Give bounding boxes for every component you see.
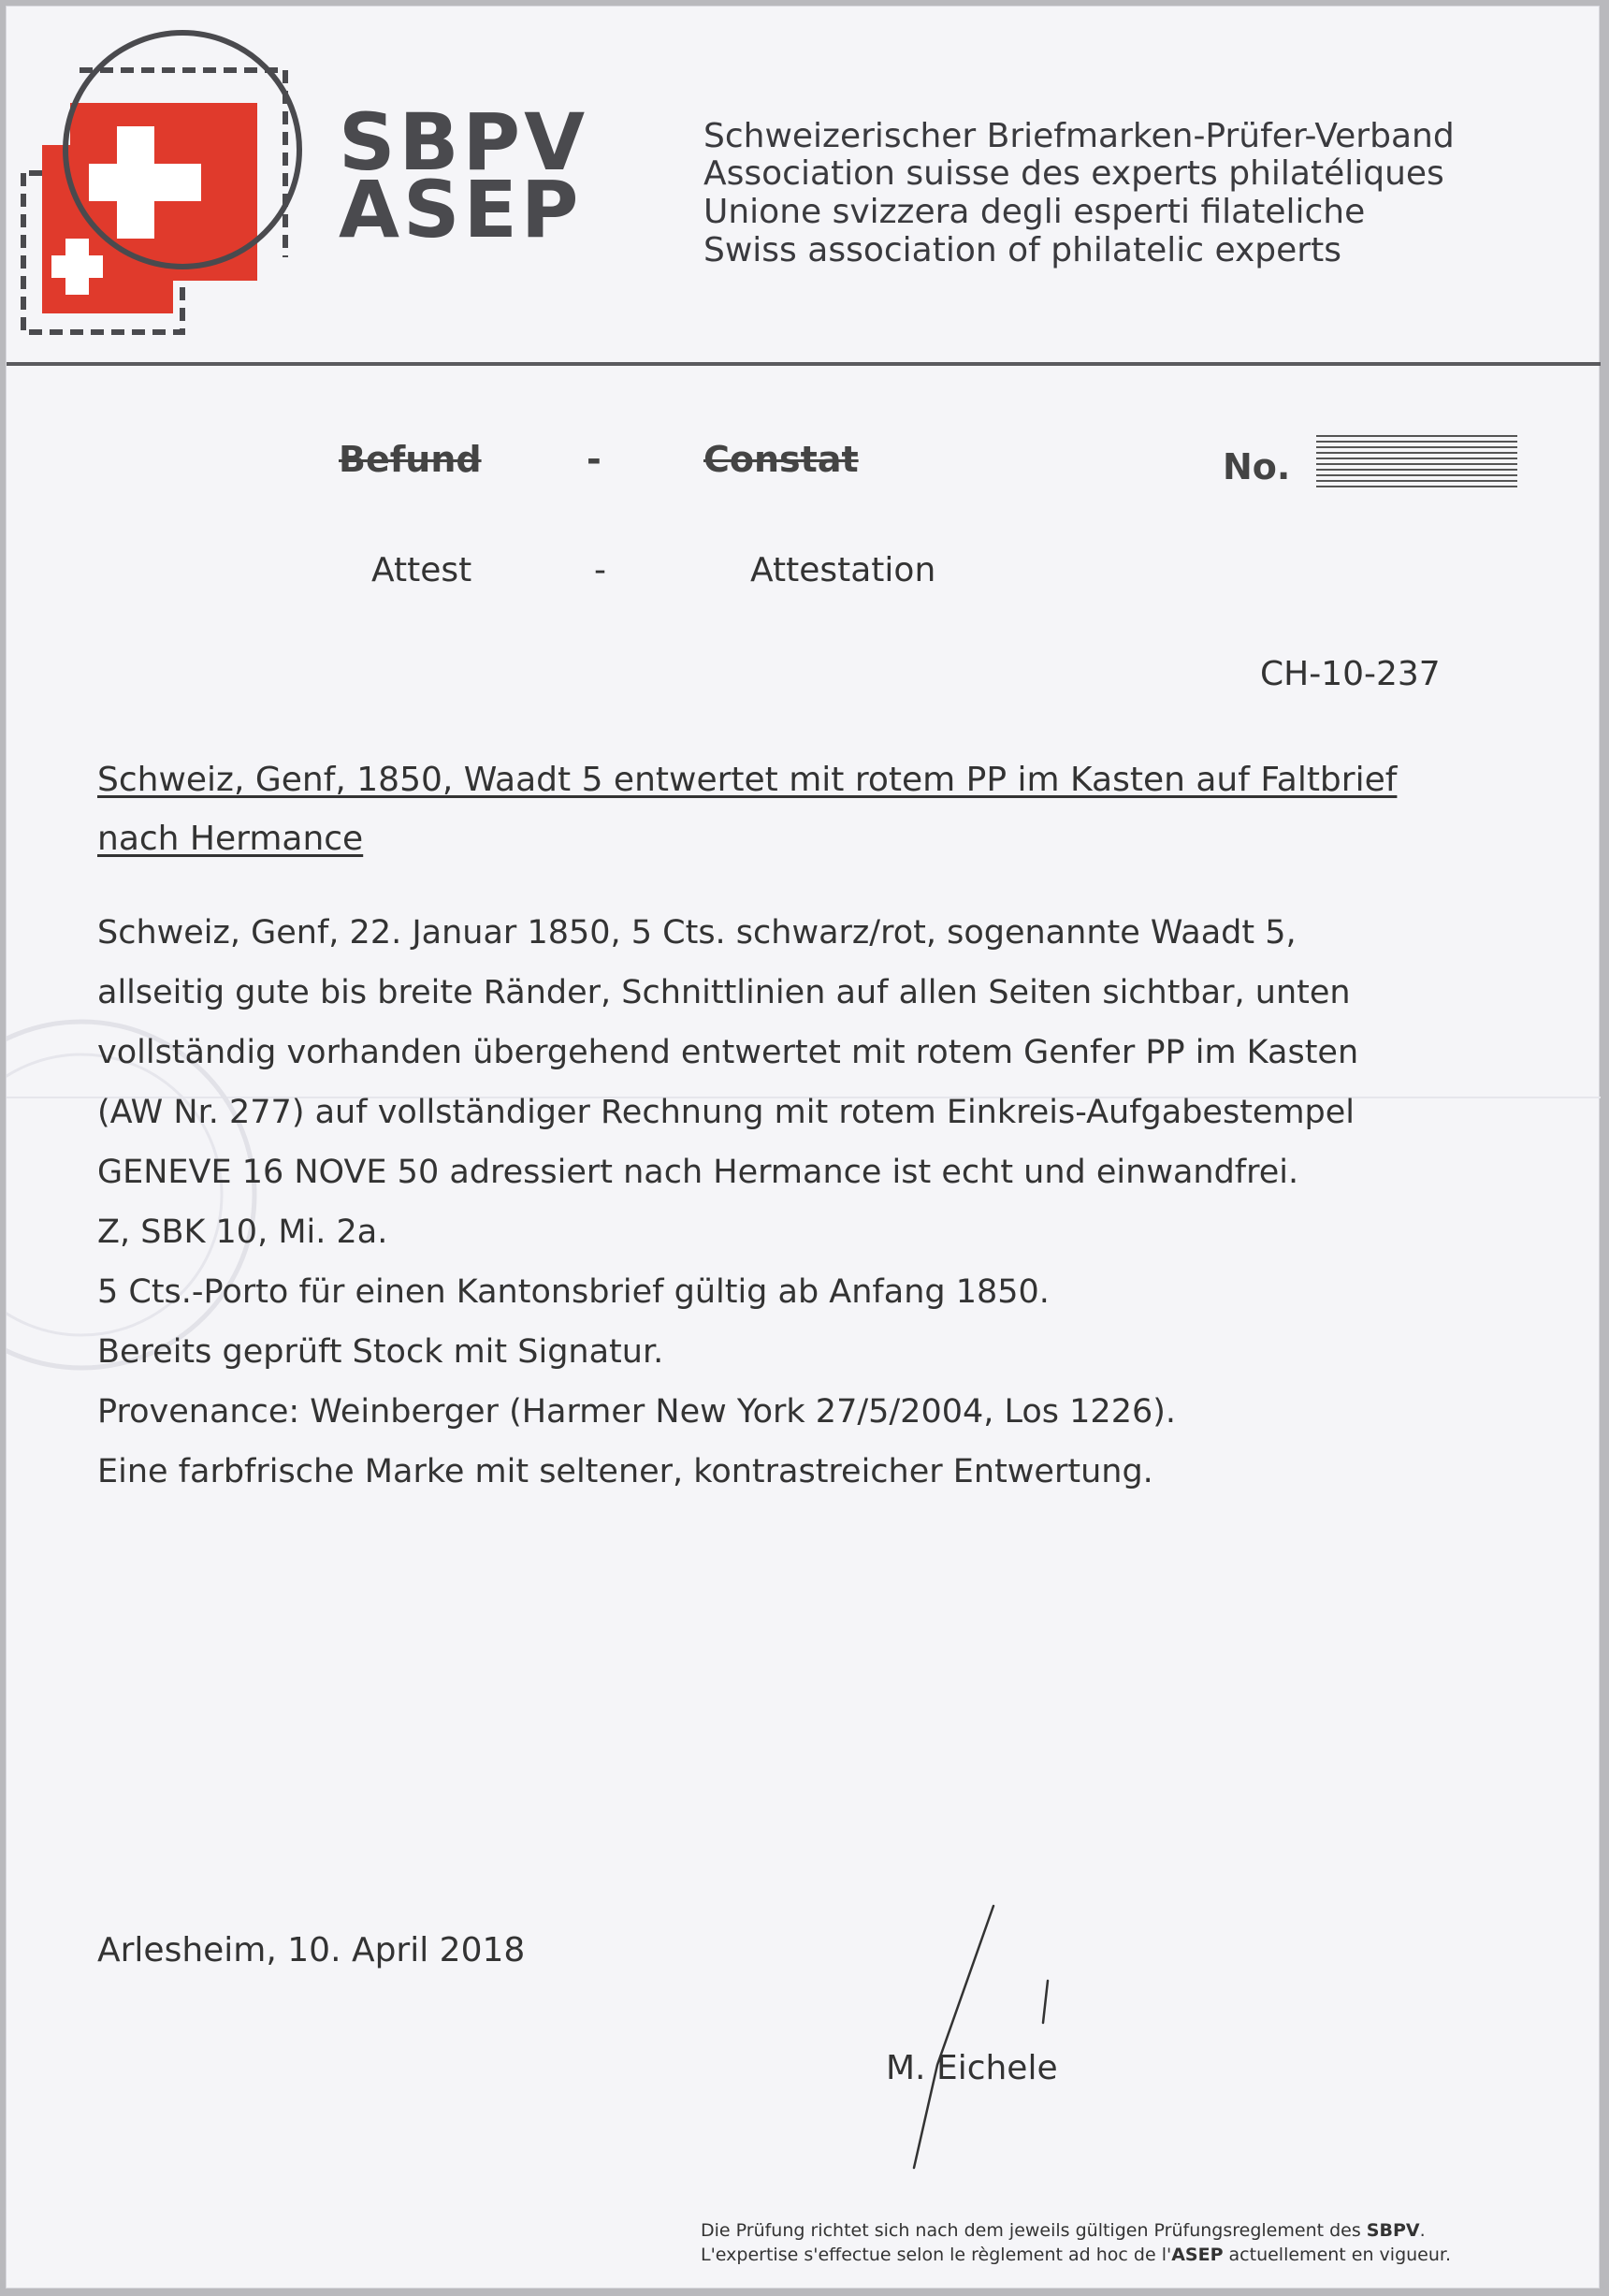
body-line: allseitig gute bis breite Ränder, Schnittlinien auf allen Seiten sichtbar, unten (97, 974, 1351, 1011)
certificate-sheet (6, 6, 1600, 2289)
body-line: Z, SBK 10, Mi. 2a. (97, 1213, 388, 1251)
number-label: No. (1223, 446, 1291, 487)
footer-line-de: Die Prüfung richtet sich nach dem jeweils gültigen Prüfungsreglement des SBPV. (701, 2220, 1426, 2241)
body-line: 5 Cts.-Porto für einen Kantonsbrief gültig ab Anfang 1850. (97, 1273, 1050, 1311)
title-dash: - (587, 439, 602, 480)
redacted-number-lines (1316, 435, 1517, 487)
title-dash-2: - (594, 551, 606, 589)
body-line: Eine farbfrische Marke mit seltener, kontrastreicher Entwertung. (97, 1453, 1153, 1490)
title-befund: Befund (339, 439, 482, 480)
subject-heading (97, 750, 1463, 868)
subject-line: Schweiz, Genf, 1850, Waadt 5 entwertet mit rotem PP im Kasten auf Faltbrief (97, 761, 1398, 799)
subject-line: nach Hermance (97, 820, 364, 858)
certificate-number: CH-10-237 (1260, 655, 1441, 693)
header-divider (7, 362, 1601, 366)
body-line: vollständig vorhanden übergehend entwertet mit rotem Genfer PP im Kasten (97, 1034, 1359, 1071)
title-attest: Attest (371, 551, 472, 589)
association-name-it: Unione svizzera degli esperti filateliche (703, 193, 1366, 231)
title-attestation: Attestation (750, 551, 936, 589)
body-line: Provenance: Weinberger (Harmer New York 27/5/2004, Los 1226). (97, 1393, 1177, 1431)
body-line: GENEVE 16 NOVE 50 adressiert nach Hermance ist echt und einwandfrei. (97, 1154, 1299, 1191)
signer-name: M. Eichele (886, 2049, 1058, 2087)
place-date: Arlesheim, 10. April 2018 (97, 1931, 526, 1969)
title-constat: Constat (703, 439, 859, 480)
brand-asep: ASEP (339, 164, 583, 255)
brand-sbpv: SBPV (339, 96, 589, 188)
association-name-de: Schweizerischer Briefmarken-Prüfer-Verband (703, 117, 1455, 155)
body-line: Bereits geprüft Stock mit Signatur. (97, 1333, 664, 1371)
association-name-fr: Association suisse des experts philatéliques (703, 154, 1444, 193)
body-line: Schweiz, Genf, 22. Januar 1850, 5 Cts. schwarz/rot, sogenannte Waadt 5, (97, 914, 1297, 952)
signature-icon (830, 1887, 1064, 2187)
association-name-en: Swiss association of philatelic experts (703, 231, 1341, 269)
footer-line-fr: L'expertise s'effectue selon le règlement ad hoc de l'ASEP actuellement en vigueur. (701, 2245, 1452, 2265)
attest-body (97, 903, 1529, 1502)
body-line: (AW Nr. 277) auf vollständiger Rechnung mit rotem Einkreis-Aufgabestempel (97, 1094, 1355, 1131)
sbpv-logo-icon (14, 23, 332, 351)
